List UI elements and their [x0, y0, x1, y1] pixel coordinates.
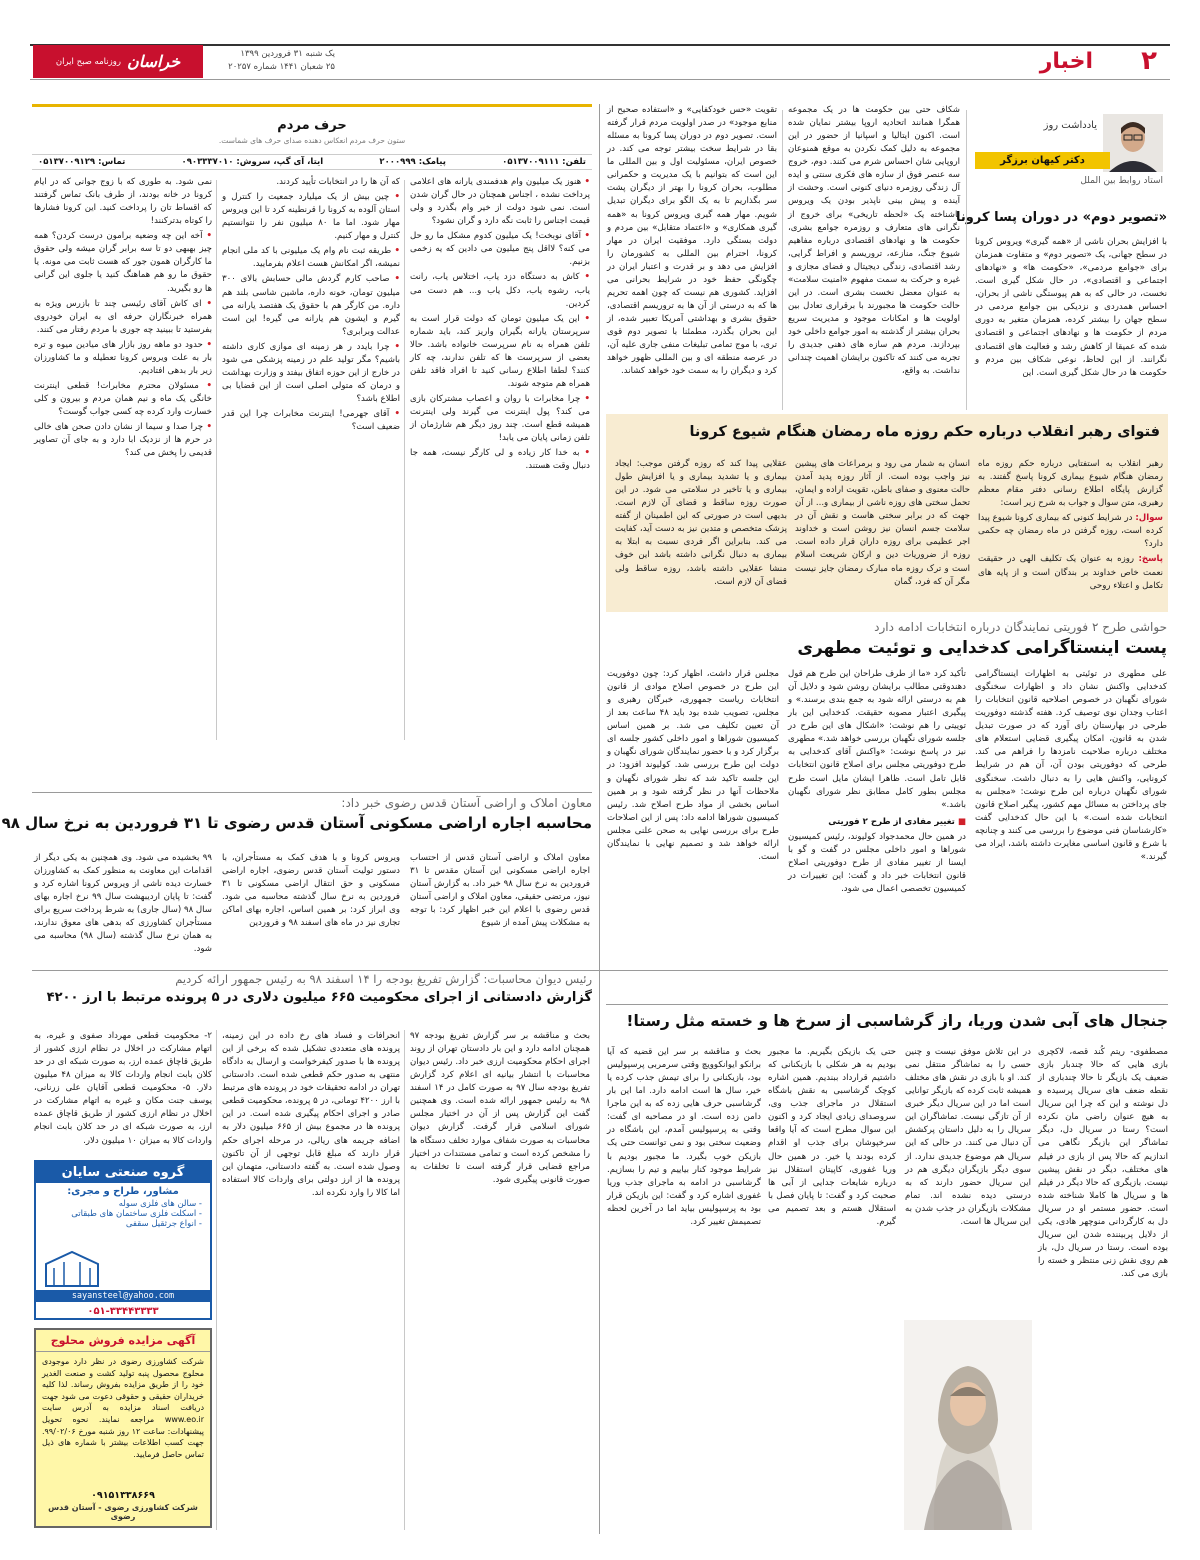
list-item: [34, 421, 212, 460]
divider: [32, 970, 1168, 971]
list-item: [410, 447, 590, 473]
football-col-1: مصطفوی- ریتم کُند قصه، لاکچری بازی هایی که حالا چندبار بازی ضعیف یک بازیگر تا حالا چندباری از نقطه ضعف های سریال پرسیده و دل نوشته و این که چرا این سریال به هیچ عنوان راضی مان نکرده است؟ رستا در سریال دل، دیگر تماشاگر این بازیگر نگاهی می اندازیم که حالا پس از بازی در فیلم های مختلف، دیگر در نقش پیشین نیست. بازیگری که حالا دیگر در فیلم ها و سریال ها کاملا شناخته شده است. حضور مستمر او در سریال دل به کارگردانی منوچهر هادی، یکی از دلایل پربیننده شدن این سریال بوده است. رستا در سریال دل، باز هم روی نقش زنی منتظر و خسته را بازی می کند.: [1038, 1047, 1168, 1280]
estate-title: محاسبه اجاره اراضی مسکونی آستان قدس رضوی تا ۳۱ فروردین به نرخ سال ۹۸: [1, 814, 592, 832]
divider: [404, 1030, 405, 1530]
divider: [606, 1004, 1168, 1005]
estate-col-2: ویروس کرونا و با هدف کمک به مستأجران، با دستور تولیت آستان قدس رضوی، اجاره اراضی مسکونی و حق انتقال اراضی مسکونی تا ۳۱ فروردین به نرخ سال گذشته محاسبه می شود. وی ابراز کرد: بر همین اساس، اجاره بهای اماکن تجاری نیز در ماه های اسفند ۹۸ و فروردین: [222, 853, 400, 929]
bullet-icon: •: [389, 341, 400, 352]
auction-ad-body: شرکت کشاورزی رضوی در نظر دارد موجودی محلوج محصول پنبه تولید کشت و صنعت الغدیر خود را از طریق مزایده بفروش رساند. لذا کلیه خریداران حقیقی و حقوقی دعوت می شود جهت دریافت اسناد مزایده به آدرس سایت www.eo.ir مراجعه نمایند. نحوه تحویل پیشنهادات: ساعت ۱۲ روز شنبه مورخ ۹۹/۰۲/۰۶. جهت کسب اطلاعات بیشتر با شماره های ذیل تماس حاصل فرمایید.: [42, 1357, 205, 1459]
bullet-icon: •: [389, 409, 400, 420]
list-item: [222, 408, 400, 434]
instagram-kicker: حواشی طرح ۲ فوریتی نمایندگان درباره انتخابات ادامه دارد: [874, 620, 1167, 634]
steel-building-icon: [42, 1248, 102, 1288]
contact-call-value: ۰۵۱۳۷۰۰۹۱۲۹: [38, 157, 96, 167]
list-item-text: حدود دو ماهه روز بازار های میادین میوه و تره بار به علت ویروس کرونا تعطیله و ما کشاورزان زیر بار بدهی افتادیم.: [34, 339, 212, 376]
audit-kicker: رئیس دیوان محاسبات: گزارش تفریغ بودجه را ۱۴ اسفند ۹۸ به رئیس جمهور ارائه کردیم: [175, 972, 592, 986]
contact-phone-label: تلفن:: [562, 157, 586, 167]
page-number: ۲: [1141, 46, 1157, 76]
opinion-title: «تصویر دوم» در دوران پسا کرونا: [956, 210, 1167, 225]
sayan-ad-service: - انواع جرثقیل سقفی: [125, 1219, 202, 1229]
instagram-subhead-text: تغییر مفادی از طرح ۲ فوریتی: [828, 816, 955, 827]
bullet-icon: •: [391, 246, 400, 257]
list-item-text: آقای نوبخت! یک میلیون کدوم مشکل ما رو حل می کنه؟ لااقل پنج میلیون می دادین که یه زخمی بزنیم.: [410, 231, 590, 268]
bullet-icon: •: [202, 339, 212, 350]
harf-mardom-contact-bar: [32, 154, 592, 170]
list-item-text: چرا صدا و سیما از نشان دادن صحن های خالی در حرم ها از نزدیک ابا دارد و به جای آن تصاویر قدیمی را پخش می کند؟: [34, 422, 212, 459]
list-item-text: چین بیش از یک میلیارد جمعیت را کنترل و استان آلوده به کرونا را قرنطینه کرد تا این ویروس مهار شود. اما ما ۸۰ میلیون نفر را نتوانستیم کنترل و مهار کنیم.: [221, 192, 401, 242]
divider: [966, 110, 967, 410]
list-item: [410, 230, 590, 269]
fatwa-question: [978, 512, 1163, 551]
list-item-text: چرا بایدد ر هر زمینه ای موازی کاری داشته باشیم؟ مگر تولید علم در زمینه پزشکی می شود در خارج از این حوزه اتفاق بیفتد و وزارت بهداشت و درمان که متولی اصلی است از این قضایا بی اطلاع باشد؟: [222, 341, 400, 404]
instagram-col-2: [788, 668, 966, 968]
audit-col-1: بحث و مناقشه بر سر گزارش تفریغ بودجه ۹۷ همچنان ادامه دارد و این بار دادستان تهران از روند اجرای احکام محکومیت ارزی خبر داد. رئیس دیوان محاسبات با انتشار بیانیه ای اعلام کرد گزارش تفریغ بودجه سال ۹۷ به صورت کامل در ۱۴ اسفند ۹۸ به رئیس جمهور ارائه شده است. وی همچنین گفت این گزارش پس از آن در اختیار مجلس شورای اسلامی قرار گرفت. گزارش دیوان محاسبات به صورت شفاف موارد تخلف دستگاه ها را مشخص کرده است و تمامی مستندات در اختیار مراجع قضایی قرار گرفته است تا تخلفات به صورت قانونی پیگیری شود.: [410, 1031, 590, 1185]
list-item-text: کاش به دستگاه دزد یاب، اختلاس یاب، رانت یاب، رشوه یاب، دکل یاب و... هم دست می کردین.: [410, 272, 590, 309]
list-item-text: آقای جهرمی! اینترنت مخابرات چرا این قدر ضعیف است؟: [222, 409, 400, 433]
football-col-4: بحث و مناقشه بر سر این قضیه که آیا برانکو ایوانکوویچ وقتی سرمربی پرسپولیس بود، بازیکنانی را برای تیمش جذب کرده یا خیر، سال ها است ادامه دارد. اما این بار گرشاسبی حرف هایی زده که به این ماجرا دامن زده است. او در مصاحبه ای گفت: وقتی به پرسپولیس آمدم، این باشگاه در وضعیت سختی بود و نمی توانست حتی یک بازیکن خوب بگیرد. ما مجبور بودیم با شرایط موجود کنار بیاییم و تیم را بسازیم. گرشاسبی در ادامه به ماجرای جذب وریا غفوری اشاره کرد و گفت: این بازیکن قرار بود به پرسپولیس بیاید اما در آخرین لحظه تصمیمش تغییر کرد.: [607, 1047, 761, 1227]
list-item-text: آخه این چه وضعیه برامون درست کردن؟ همه چیز بهبهی دو تا سه برابر گران میشه ولی حقوق ما کارگران همون جور که هست ثابت می مونه. یا حقوق ما رو هم هماهنگ کنید یا جلوی این گرانی ها رو بگیرید.: [34, 231, 212, 294]
list-item-text: چرا مخابرات با روان و اعصاب مشترکان بازی می کند؟ پول اینترنت می گیرند ولی اینترنت همیشه قطع است. چند روز دیگر هم شارژمان از تلفن زمانی پایان می یابد!: [410, 394, 590, 444]
opinion-col-1: با افزایش بحران ناشی از «همه گیری» ویروس کرونا در سطح جهانی، یک «تصویر دوم» و متفاوت همزمان برای «جوامع مردمی»، «حکومت ها» و «نهادهای اجتماعی و اقتصادی»، در حال شکل گیری است. نخست، در حالی که به هم پیوستگی ناشی از بحران، احساس همدردی و نزدیکی بین جوامع مردمی در سطح جهان را بیشتر کرده، همزمان متغیر به دوری مردم از حکومت ها و نهادهای اجتماعی و اقتصادی شده که عمیقا از کاهش رشد و فعالیت های اقتصادی نگرانند. از این لحاظ، نوعی شکاف بین مردم و حکومت ها در حال شکل گیری است. این: [975, 237, 1167, 378]
list-item: [410, 393, 590, 445]
contact-sms: [379, 157, 446, 167]
section-title: اخبار: [1039, 49, 1093, 74]
contact-messengers-label: ایتا، آی گپ، سروش:: [236, 157, 324, 167]
list-item-text: ای کاش آقای رئیسی چند تا بازرس ویژه به همراه خبرنگاران حرفه ای به ایران خودروی بفرستید تا ببینید چه جوری با مردم رفتار می کنند.: [34, 298, 212, 335]
issue-date-line-1: یک شنبه ۳۱ فروردین ۱۳۹۹: [240, 49, 335, 59]
opinion-kicker: یادداشت روز: [1043, 120, 1097, 131]
bullet-icon: •: [202, 231, 212, 242]
actress-portrait-icon: [904, 1320, 1032, 1530]
list-item-text: که آن ها را در انتخابات تأیید کردند.: [276, 177, 400, 187]
fatwa-question-label: سوال:: [1135, 513, 1164, 524]
divider: [32, 792, 592, 793]
divider: [404, 180, 405, 740]
list-item-text: طریقه ثبت نام وام یک میلیونی با کد ملی انجام نمیشه، اگر امکانش هست اعلام بفرمایید.: [222, 246, 400, 270]
instagram-subhead: [788, 816, 966, 829]
bullet-icon: •: [580, 231, 590, 242]
bullet-icon: ■: [954, 816, 966, 827]
audit-col-3: ۲- محکومیت قطعی مهرداد صفوی و غیره، به اتهام مشارکت در اخلال در نظام ارزی کشور از طریق قاچاق عمده ارز، به صورت شبکه ای در حد کلان بابت انجام واردات کالا به میزان ۴۸ میلیون دلار. ۵- محکومیت قطعی آقایان علی زرنانی، یوسف جنت مکان و غیره به اتهام مشارکت در اخلال در نظام ارزی کشور از طریق قاچاق عمده ارز، به صورت شبکه ای در حد کلان بابت انجام واردات کالا به میزان ۱۰ میلیون دلار.: [34, 1031, 213, 1146]
opinion-col-2: شکاف حتی بین حکومت ها در یک مجموعه همگرا همانند اتحادیه اروپا بیشتر نمایان شده است. اکنون ایتالیا و اسپانیا از حضور در این مجموعه به دلیل کمک نکردن به موقع همنوعان اروپایی شان احساس شرم می کنند. دوم، خروج سه عنصر فوق از سازه های فکری سنتی و ایده آل زندگی روزمره دنیای کنونی است. وحشت از آینده و پیش بینی ناپذیر بودن یک ویروس ناشناخته یک «لحظه تاریخی» برای خروج از نگرانی های متعارف و روزمره جوامع بشری، حکومت ها و نهادهای اقتصادی درباره مفاهیم شیوع جنگ، منازعه، تروریسم و افراط گرایی، رشد اقتصادی، زندگی دیجیتال و فضای مجازی و غیره و حرکت به سمت مفهوم «امنیت سلامت» به عنوان معضل نخست بشری است. در این حالت حکومت ها مجبورند با برقراری تعادل بین اولویت ها و امکانات موجود و مدیریت سریع بحران بیشتر از گذشته به امور جوامع داخلی خود بپردازند. مردم هم سازه های ذهنی جدیدی را تجربه می کنند که تاکنون برایشان اهمیت چندانی نداشت. به واقع،: [788, 105, 960, 377]
list-item-text: نمی شود. به طوری که با زوج جوانی که در ایام کرونا در خانه بودند، از طرف بانک تماس گرفتند که اقساط تان را پرداخت کنید. این کرونا فشارها را کوتاه بدترکنند!: [34, 177, 212, 227]
fatwa-title: فتوای رهبر انقلاب درباره حکم روزه ماه رمضان هنگام شیوع کرونا: [689, 424, 1160, 440]
fatwa-answer: [978, 553, 1163, 592]
bullet-icon: •: [581, 177, 590, 187]
harf-mardom-col-1: [410, 176, 590, 746]
harf-mardom-col-3: [34, 176, 212, 746]
list-item-text: به خدا کار زیاده و لی کارگر نیست، همه جا دنبال وقت هستند.: [410, 448, 590, 472]
list-item: [222, 191, 400, 243]
author-name: دکتر کیهان برزگر: [1000, 155, 1085, 166]
fatwa-col-1: [978, 458, 1163, 608]
bullet-icon: •: [389, 274, 400, 285]
paper-logo: [33, 45, 203, 78]
instagram-col-1: علی مطهری در توئیتی به اظهارات اینستاگرامی کدخدایی واکنش نشان داد و اظهارات سخنگوی شورای نگهبان در خصوص اصلاحیه قانون انتخابات را اعتاب وجدان نوی توصیف کرد. هفته گذشته دوفوریت طرحی در بهارستان رای آورد که در صورت تبدیل شدن به قانون، امکان پیگیری قضایی استعلام های مختلف درباره صلاحیت نامزدها را فراهم می کند. طرحی که دوفوریتی بودن آن، آن هم در شرایط کرونایی، واکنش هایی را به دنبال داشت. سخنگوی شورای نگهبان درباره این طرح نوشت: «مجلس به جای پرداختن به مسائل مهم کشور، پیگیر اصلاح قانون انتخابات شده است.» با این حال کدخدایی گفت «کارشناسان فنی موضوع را بررسی می کنند و چنانچه با شرع و قانون اساسی مغایرت داشته باشد، ایراد می گیرند.»: [975, 669, 1167, 862]
fatwa-question-text: در شرایط کنونی که بیماری کرونا شیوع پیدا کرده است، روزه گرفتن در ماه رمضان چه حکمی دارد؟: [978, 513, 1163, 550]
harf-mardom-subtitle: ستون حرف مردم انعکاس دهنده صدای حرف های شماست.: [218, 136, 406, 145]
list-item: [34, 380, 212, 419]
bullet-icon: •: [198, 380, 212, 391]
contact-sms-label: پیامک:: [418, 157, 446, 167]
instagram-col-3: مجلس قرار داشت، اظهار کرد: چون دوفوریت این طرح در خصوص اصلاح موادی از قانون انتخابات ریاست جمهوری، خبرگان رهبری و مجلس، تصویب شده بود باید ۴۸ ساعت بعد از آن تعیین تکلیف می شد. بر همین اساس کمیسیون شوراها و امور داخلی کشور جلسه ای برگزار کرد و با حضور نمایندگان شورای نگهبان و دولت این طرح بررسی شد. کولیوند افزود: در این جلسه تاکید شد که نظر شورای نگهبان و ملاحظات آنها در نظر گرفته شود و بر همین اساس بخشی از مواد طرح اصلاح شد. رئیس کمیسیون شوراها ادامه داد: پس از این اصلاحات طرح برای بررسی نهایی به صحن علنی مجلس ارائه خواهد شد و تصمیم نهایی با نمایندگان است.: [607, 669, 779, 862]
contact-phone-value: ۰۵۱۳۷۰۰۹۱۱۱: [502, 157, 560, 167]
sayan-ad-service: - اسکلت فلزی ساختمان های طبقاتی: [71, 1209, 202, 1219]
contact-sms-value: ۲۰۰۰۹۹۹: [379, 157, 416, 167]
divider: [216, 180, 217, 740]
sayan-ad-email[interactable]: sayansteel@yahoo.com: [36, 1290, 210, 1302]
fatwa-col-3: عقلایی پیدا کند که روزه گرفتن موجب: ایجاد بیماری و یا تشدید بیماری و یا افزایش طول بیماری و یا تاخیر در سلامتی می شود. در این صورت روزه ساقط و قضای آن لازم است. بدیهی است در صورتی که این اطمینان از گفته پزشک متخصص و متدین نیز به دست آید، کفایت می کند. بنابراین اگر فردی نسبت به ابتلا به بیماری به دنبال نگرانی داشته باشد این خوف منشا عقلایی داشته باشد، روزه ساقط ولی قضای آن لازم است.: [615, 459, 787, 587]
contact-call-label: تماس:: [98, 157, 126, 167]
list-item: [222, 245, 400, 271]
estate-kicker: معاون املاک و اراضی آستان قدس رضوی خبر داد:: [341, 796, 592, 810]
list-item: [34, 298, 212, 337]
actress-photo: [904, 1320, 1032, 1530]
contact-call: [38, 157, 125, 167]
opinion-author-box: [975, 112, 1167, 194]
list-item: [34, 339, 212, 378]
list-item: [222, 176, 400, 189]
auction-ad[interactable]: [34, 1328, 212, 1528]
bullet-icon: •: [389, 192, 400, 203]
list-item: [222, 341, 400, 406]
instagram-title: پست اینستاگرامی کدخدایی و توئیت مطهری: [797, 638, 1167, 658]
paper-tagline: روزنامه صبح ایران: [55, 56, 121, 67]
football-title: جنجال های آبی شدن وریا، راز گرشاسبی از سرخ ها و خسته مثل رستا!: [626, 1012, 1168, 1030]
sayan-ad-phone: ۰۵۱-۳۳۴۴۳۳۳۳: [87, 1306, 159, 1317]
list-item-text: این یک میلیون تومان که دولت قرار است به سرپرستان یارانه بگیران واریز کند، باید شماره تلفن همراه به نام سرپرست خانواده باشد. حالا بعضی از سرپرست ها که تلفن ندارند، چه کار کنند؟ لطفا اطلاع رسانی کنید تا افراد فاقد تلفن همراه هم متوجه شوند.: [410, 313, 590, 389]
issue-date: [205, 48, 335, 76]
fatwa-answer-text: روزه به عنوان یک تکلیف الهی در حقیقت نعمت خاص خداوند بر بندگان است و از پایه های تکامل و اعتلاء روحی: [978, 554, 1163, 591]
author-role: استاد روابط بین الملل: [1080, 176, 1163, 186]
football-col-3: حتی یک بازیکن بگیریم. ما مجبور بودیم به هر شکلی با بازیکنانی که داشتیم قرارداد ببندیم. همین اشاره کوچک گرشاسبی به نقش باشگاه استقلال در ماجرای جذب وی، سروصدای زیادی ایجاد کرد و اکنون این سوال مطرح است که آیا واقعا سرخپوشان برای جذب او اقدام کرده بودند یا خیر. در همین حال وریا غفوری، کاپیتان استقلال نیز درباره شایعات جدایی از آبی ها صحبت کرد و گفت: تا پایان فصل با استقلال هستم و بعد تصمیم می گیرم.: [768, 1047, 896, 1227]
instagram-col-2b-body: در همین حال محمدجواد کولیوند، رئیس کمیسیون شوراها و امور داخلی مجلس در گفت و گو با ایسنا از تغییر مفادی از طرح دوفوریتی اصلاح قانون انتخابات خبر داد و گفت: این تغییرات در کمیسیون تخصصی اعمال می شود.: [788, 831, 966, 894]
sayan-ad[interactable]: [34, 1160, 212, 1320]
list-item: [410, 313, 590, 391]
paper-name: خراسان: [126, 52, 181, 71]
estate-col-3: ۹۹ بخشیده می شود. وی همچنین به یکی دیگر از اقدامات این معاونت به منظور کمک به کشاورزان خسارت دیده ناشی از ویروس کرونا اشاره کرد و گفت: تا پایان اردیبهشت سال ۹۹ نرخ اجاره بهای سال ۹۸ (سال جاری) به شرط پرداخت سریع برای مستأجران کشاورزی که بدهی های معوق ندارند، به همان نرخ سال گذشته (سال ۹۸) محاسبه می شود.: [34, 853, 212, 955]
list-item: [410, 271, 590, 310]
divider: [782, 110, 783, 410]
audit-col-2: انحرافات و فساد های رخ داده در این زمینه، پرونده های متعددی تشکیل شده که برخی از این پرونده ها با صدور کیفرخواست و ارسال به دادگاه منتهی به صدور حکم قطعی شده است. دادستانی تهران در ادامه تحقیقات خود در پرونده های مرتبط با ارز ۴۲۰۰ تومانی، در ۵ پرونده، محکومیت قطعی صادر و اجرای احکام پیگیری شده است. در این پرونده ها در مجموع بیش از ۶۶۵ میلیون دلار به اضافه جریمه های ریالی، در مرحله اجرای حکم قرار دارند که مبلغ قابل توجهی از آن تاکنون وصول شده است. به گفته دادستانی، متهمان این پرونده ها از ارز دولتی برای واردات کالا استفاده اما کالا را وارد نکرده اند.: [222, 1031, 400, 1198]
list-item-text: هنوز یک میلیون وام هدفمندی یارانه های اعلامی پرداخت نشده ، اجناس همچنان در حال گران شدن است. نمی شود دولت از خیر وام بگذرد و ولی قیمت اجناس را ثابت نگه دارد و گران نشود؟: [410, 177, 590, 227]
opinion-col-3: تقویت «حس خودکفایی» و «استفاده صحیح از منابع موجود» در صدر اولویت مردم قرار گرفته است. تصویر دوم در دوران پسا کرونا به مسئله بقا در شرایط سخت بیشتر توجه می کند. در خصوص ایران، مسئولیت اول و بین المللی ما این است که بتوانیم با یک مدیریت و حکمرانی مطلوب، بحران کرونا را بهتر از دیگران پشت سر بگذاریم تا به یک الگو برای دیگران تبدیل شویم. مهار همه گیری ویروس کرونا به «همه گیری همکاری» و «اعتماد متقابل» بین مردم و دولت بستگی دارد. موفقیت ایران در مهار کرونا، احترام بین المللی به کشورمان را افزایش می دهد و بر قدرت و اعتبار ایران در چگونگی حفظ خود در شرایط بحرانی می افزاید. کشوری هم نیست که چون اهمه تحریم ها که به درستی از آن ها به تروریسم اقتصادی، حقوق بشری و بهداشتی آمریکا تعبیر شده، از این بحران بگذرد، مطمئنا با تصویر دوم قوی تری، با موج تمامی تبلیغات منفی جاری علیه آن، در عرصه منطقه ای و بین المللی ظهور خواهد کرد و دیگران را به سمت خود خواهد کشاند.: [607, 105, 777, 377]
auction-ad-footer: شرکت کشاورزی رضوی - آستان قدس رضوی: [48, 1503, 198, 1521]
list-item-text: صاحب کارم گردش مالی حسابش بالای ۳۰۰ میلیون تومان، خونه داره، ماشین شاسی بلند هم داره. من کارگر هم با حقوق یک هفتصد یارانه می گیرم و ایشون هم یارانه می گیره! این است عدالت وبرابری؟: [222, 274, 400, 337]
list-item: [222, 273, 400, 338]
fatwa-col-2: انسان به شمار می رود و برمراعات های پیشین نیز واجب بوده است. از آثار روزه پدید آمدن حالت معنوی و صفای باطن، تقویت اراده و ایمان، تحمل سختی های روزه ناشی از بیماری و... از آن جهت که در برابر سختی هاست و نقش آن در سلامت جسم انسان نیز روشن است و خداوند اجر عظیمی برای روزه داران قرار داده است. روزه از ضروریات دین و ارکان شریعت اسلام است و ترک روزه ماه مبارک رمضان جایز نیست مگر آن که فرد، گمان: [795, 459, 970, 587]
list-item: [34, 176, 212, 228]
harf-mardom-col-2: [222, 176, 400, 746]
author-photo: [1103, 114, 1163, 172]
divider: [216, 1030, 217, 1530]
bullet-icon: •: [579, 272, 590, 283]
contact-messengers: [182, 157, 324, 167]
estate-col-1: معاون املاک و اراضی آستان قدس از احتساب اجاره اراضی مسکونی این آستان مقدس تا ۳۱ فروردین به نرخ سال ۹۸ خبر داد. به گزارش آستان نیوز، مرتضی حقیقی، معاون املاک و اراضی آستان قدس رضوی با اعلام این خبر اظهار کرد: با توجه به مشکلات پیش آمده از شیوع: [410, 853, 590, 929]
contact-phone: [502, 157, 586, 167]
list-item: [410, 176, 590, 228]
bullet-icon: •: [579, 448, 590, 459]
bullet-icon: •: [579, 313, 590, 324]
divider: [599, 104, 600, 1534]
issue-date-line-2: ۲۵ شعبان ۱۴۴۱ شماره ۲۰۲۵۷: [228, 62, 335, 72]
bullet-icon: •: [203, 422, 212, 433]
auction-ad-title: آگهی مزایده فروش محلوج: [36, 1330, 210, 1352]
audit-title: گزارش دادستانی از اجرای محکومیت ۶۶۵ میلیون دلاری در ۵ پرونده مرتبط با ارز ۴۲۰۰: [46, 990, 592, 1005]
sayan-ad-title: گروه صنعتی سایان: [36, 1162, 210, 1183]
instagram-col-2-body: تأکید کرد «ما از طرف طراحان این طرح هم قول دهندوقتی مطالب برایشان روشن شود و دلایل آن هم به درستی ارائه شود به جمع بندی برسند.» و پیگیری اعتبار مصوبه حقیقت. کدخدایی این بار توییتی را هم نوشت: «اشکال های این طرح در جلسه شورای نگهبان بررسی خواهد شد.» مطهری نیز در پاسخ نوشت: «واکنش آقای کدخدایی به طرح دوفوریتی مجلس برای اصلاح قانون انتخابات قابل تامل است. ظاهرا ایشان مایل است طرح مجلس بطور کامل مطابق نظر شورای نگهبان باشد.»: [788, 669, 966, 810]
list-item-text: مسئولان محترم مخابرات! قطعی اینترنت خانگی یک ماه و نیم همان مردم و بیرون و کلی خسارت وارد کرده چه کسی جواب گوست؟: [34, 380, 212, 418]
fatwa-intro: رهبر انقلاب به استفتایی درباره حکم روزه ماه رمضان هنگام شیوع بیماری کرونا پاسخ گفتند. به گزارش پایگاه اطلاع رسانی دفتر مقام معظم رهبری، متن سوال و جواب به شرح زیر است:: [978, 459, 1163, 509]
fatwa-answer-label: پاسخ:: [1138, 554, 1163, 565]
author-portrait-icon: [1103, 114, 1163, 172]
auction-ad-phone: ۰۹۱۵۱۳۳۸۶۶۹: [91, 1490, 155, 1501]
list-item: [34, 230, 212, 295]
harf-mardom-title: حرف مردم: [277, 118, 347, 133]
contact-messengers-value: ۰۹۰۳۳۳۷۰۱۰: [181, 157, 234, 167]
bullet-icon: •: [201, 298, 212, 309]
author-name-bar: [975, 152, 1110, 169]
sayan-ad-subtitle: مشاور، طراح و مجری:: [67, 1186, 179, 1197]
bullet-icon: •: [580, 394, 590, 404]
sayan-ad-service: - سالن های فلزی سوله: [118, 1199, 202, 1209]
football-col-2: در این تلاش موفق نیست و چنین حسی را به تماشاگر منتقل نمی کند. او با بازی در نقش های مختلف همیشه ثابت کرده که بازیگر توانایی است اما در این سریال دیگر خبری از آن تازگی نیست. تماشاگران این سریال را به دلیل داستان پرکشش آن دنبال می کنند. در حالی که این سریال هم موضوع جدیدی ندارد. از سوی دیگر بازیگران دیگری هم در این سریال حضور دارند که به درستی دیده نشده اند. تمام مشکلات بازیگران در جذب شدن به این سریال ها است.: [905, 1047, 1031, 1227]
